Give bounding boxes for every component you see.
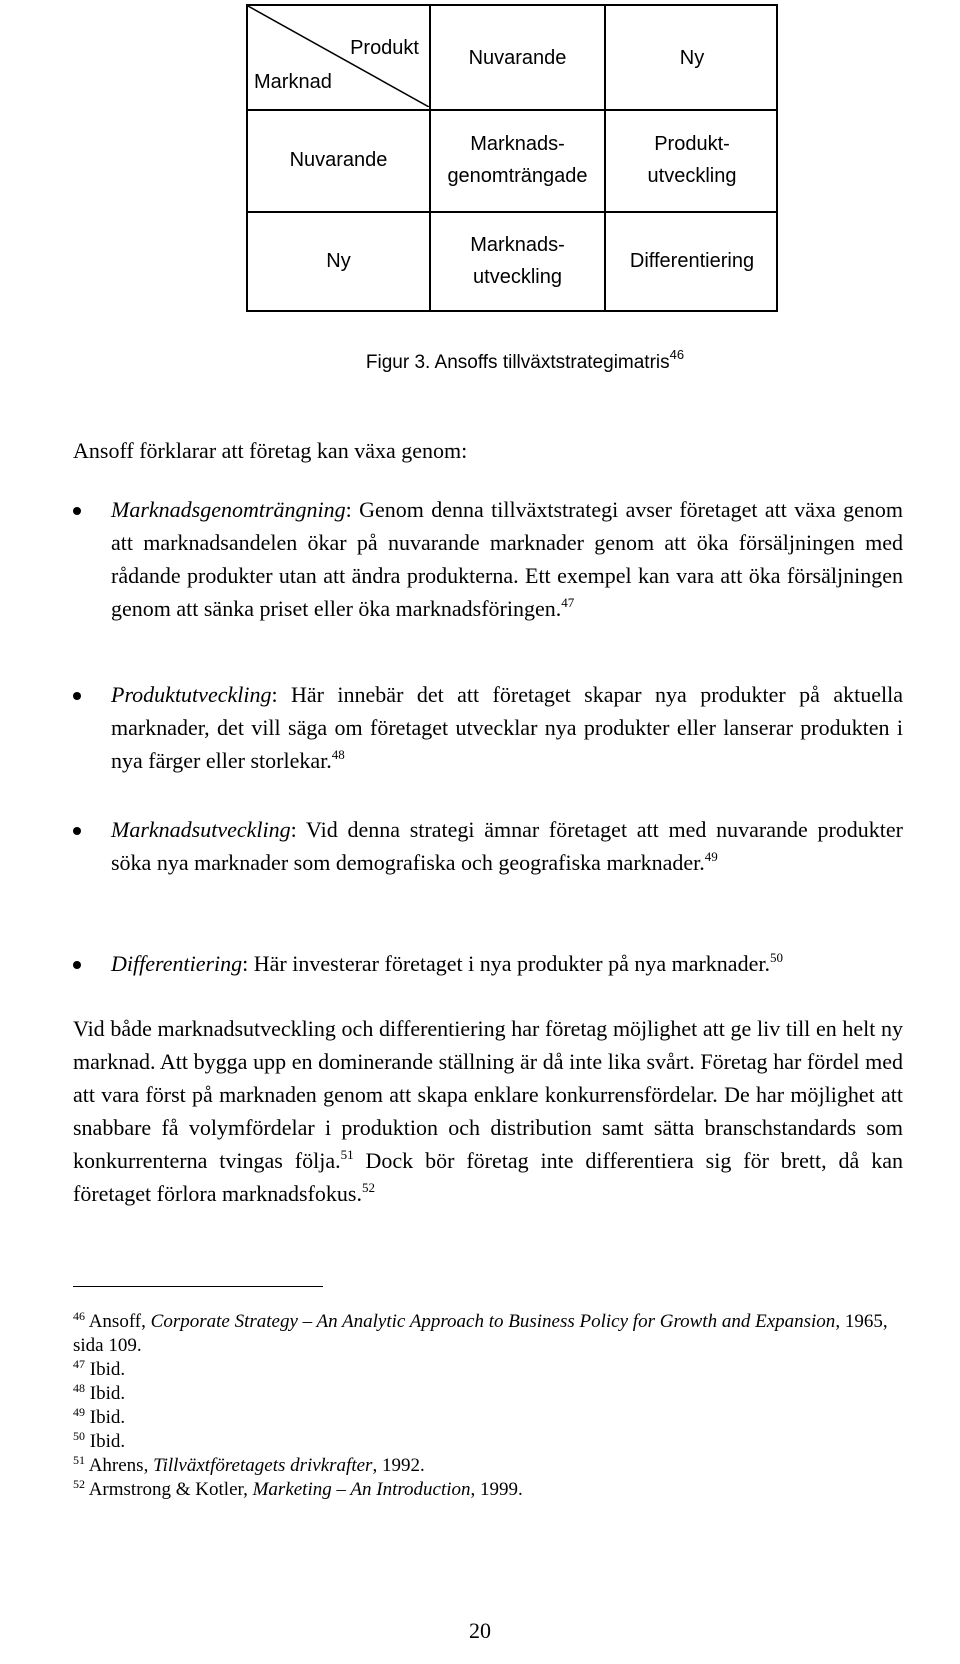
footnote-text: Ibid. — [85, 1359, 126, 1380]
bullet-icon — [73, 827, 81, 835]
bullet-text — [111, 813, 903, 879]
footnote-text: Ahrens, — [85, 1455, 154, 1476]
footnote-title: Corporate Strategy – An Analytic Approach to Business Policy for Growth and Expansion — [150, 1311, 836, 1332]
bullet-term: Differentiering — [111, 951, 243, 976]
footnote-ref[interactable]: 49 — [704, 849, 718, 864]
paragraph-text: Vid både marknadsutveckling och differentiering har företag möjlighet att ge liv till en helt ny marknad. Att bygga upp en dominerande ställning är då inte lika svårt. Företag har fördel med att vara först på marknaden genom att skapa enklare konkurrensfördelar. De har möjlighet att snabbare få volymfördelar i produktion och distribution samt sätta branschstandards som konkurrenterna tvingas följa. — [73, 1016, 903, 1173]
footnote-number: 46 — [73, 1309, 85, 1323]
header-col-nuvarande: Nuvarande — [468, 46, 567, 69]
paragraph-text: Dock bör företag inte differentiera sig för brett, då kan företaget förlora marknadsfokus. — [73, 1148, 903, 1206]
cell-line: Marknads- — [470, 233, 565, 256]
bullet-body: : Här innebär det att företaget skapar nya produkter på aktuella marknader, det vill säga om företaget utvecklar nya produkter eller lanserar produkten i nya färger eller storlekar. — [111, 682, 903, 773]
bullet-text — [111, 947, 903, 980]
footnote-ref[interactable]: 46 — [669, 347, 685, 362]
footnote-number: 50 — [73, 1429, 85, 1443]
caption-text: Figur 3. Ansoffs tillväxtstrategimatris — [365, 352, 670, 373]
cell-differentiering: Differentiering — [629, 249, 755, 272]
matrix-corner-cell — [248, 6, 429, 109]
figure-caption — [0, 347, 960, 374]
footnote-divider — [73, 1286, 323, 1287]
footnote-ref[interactable]: 51 — [340, 1147, 354, 1162]
bullet-body: : Genom denna tillväxtstrategi avser företaget att växa genom att marknadsandelen ökar på nuvarande marknader genom att öka försäljningen med rådande produkter utan att ändra produkterna. Ett exempel kan vara att öka försäljningen genom att sänka priset eller öka marknadsföringen. — [111, 497, 903, 621]
footnote-number: 51 — [73, 1453, 85, 1467]
footnote-number: 52 — [73, 1477, 85, 1491]
row-label-nuvarande: Nuvarande — [289, 149, 388, 171]
page-number: 20 — [469, 1618, 491, 1643]
footnote-number: 49 — [73, 1405, 85, 1419]
cell-line: utveckling — [647, 165, 737, 187]
bullet-term: Produktutveckling — [111, 682, 272, 707]
bullet-body: : Vid denna strategi ämnar företaget att med nuvarande produkter söka nya marknader som demografiska och geografiska marknader. — [111, 817, 903, 875]
bullet-icon — [73, 507, 81, 515]
cell-line: Marknads- — [470, 133, 565, 155]
row-label-ny: Ny — [326, 249, 351, 272]
footnote-text: , 1999. — [470, 1479, 523, 1500]
footnote-title: Marketing – An Introduction — [252, 1479, 471, 1500]
cell-marknadsutveckling — [431, 211, 604, 310]
footnote-ref[interactable]: 48 — [331, 747, 345, 762]
footnote-text: Ansoff, — [85, 1311, 151, 1332]
footnote-52 — [73, 1478, 893, 1502]
matrix-row — [248, 211, 776, 310]
footnote-number: 47 — [73, 1357, 85, 1371]
footnote-title: Tillväxtföretagets drivkrafter — [153, 1455, 373, 1476]
cell-line: genomträngade — [447, 165, 588, 187]
matrix-row — [248, 109, 776, 213]
footnote-ref[interactable]: 52 — [361, 1180, 375, 1195]
footnote-ref[interactable]: 47 — [561, 595, 575, 610]
footnote-text: , 1992. — [372, 1455, 425, 1476]
axis-label-marknad: Marknad — [254, 71, 332, 93]
bullet-body: : Här investerar företaget i nya produkter på nya marknader. — [242, 951, 770, 976]
bullet-text — [111, 678, 903, 777]
footnote-text: Ibid. — [85, 1383, 126, 1404]
cell-line: utveckling — [473, 265, 562, 288]
bullet-term: Marknadsgenomträngning — [111, 497, 346, 522]
bullet-icon — [73, 961, 81, 969]
footnote-text: Armstrong & Kotler, — [85, 1479, 253, 1500]
footnote-46 — [73, 1310, 893, 1358]
matrix-header-row — [248, 6, 776, 111]
body-paragraph — [73, 1012, 903, 1210]
intro-paragraph: Ansoff förklarar att företag kan växa genom: — [73, 438, 468, 463]
footnote-ref[interactable]: 50 — [769, 950, 783, 965]
footnote-text: , 1965, sida 109. — [73, 1311, 888, 1356]
footnote-text: Ibid. — [85, 1407, 126, 1428]
footnote-number: 48 — [73, 1381, 85, 1395]
bullet-term: Marknadsutveckling — [111, 817, 291, 842]
cell-line: Produkt- — [654, 133, 730, 155]
footnote-47 — [73, 1358, 893, 1382]
bullet-icon — [73, 692, 81, 700]
cell-marknadsgenomtrangade — [431, 109, 604, 211]
footnote-50 — [73, 1430, 893, 1454]
ansoff-matrix — [246, 4, 778, 312]
footnote-51 — [73, 1454, 893, 1478]
header-col-ny: Ny — [679, 46, 705, 69]
axis-label-produkt: Produkt — [350, 37, 419, 59]
footnote-49 — [73, 1406, 893, 1430]
cell-produktutveckling — [606, 109, 778, 211]
bullet-text — [111, 493, 903, 625]
footnote-text: Ibid. — [85, 1431, 126, 1452]
footnote-48 — [73, 1382, 893, 1406]
